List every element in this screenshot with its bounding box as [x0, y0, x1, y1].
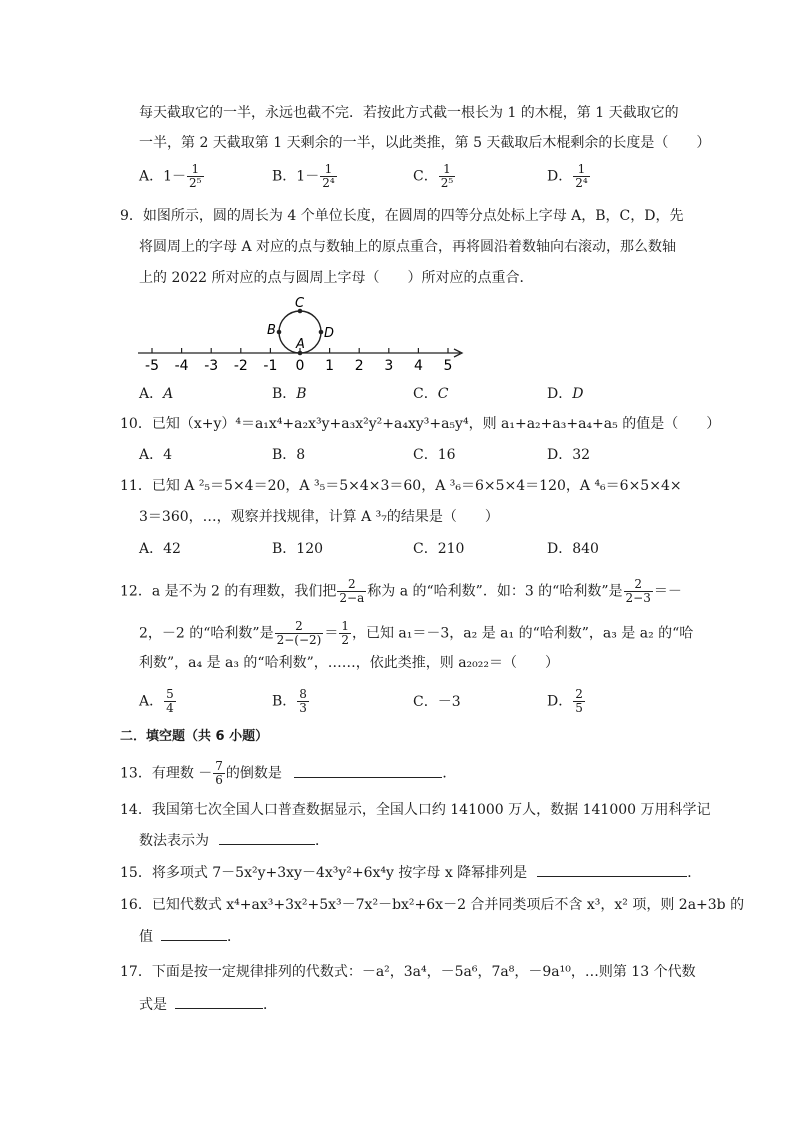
- fraction: $\frac{2}{2-(-2)}$: [276, 619, 322, 647]
- q11-option-a[interactable]: A．42: [139, 541, 181, 557]
- section-title: 二．填空题（共 6 小题）: [120, 729, 269, 744]
- q9-option-b[interactable]: B．B: [272, 386, 307, 402]
- q10-option-a[interactable]: A．4: [139, 447, 173, 463]
- fraction: $\frac{1}{\text{2⁵}}$: [189, 162, 202, 190]
- q17-line1: 17．下面是按一定规律排列的代数式：－a²，3a⁴，－5a⁶，7a⁸，－9a¹⁰，…则第 13 个代数: [120, 964, 696, 980]
- fraction: $\frac{1}{2}$: [341, 619, 349, 647]
- q8-line2: 一半，第 2 天截取第 1 天剩余的一半，以此类推，第 5 天截取后木棍剩余的长度是（ ）: [139, 135, 711, 151]
- q10-option-d[interactable]: D．32: [547, 447, 591, 463]
- q9-line1: 9．如图所示，圆的周长为 4 个单位长度，在圆周的四等分点处标上字母 A，B，C，D，先: [120, 208, 684, 224]
- tick-label: -1: [263, 358, 278, 374]
- fraction: $\frac{1}{\text{2⁵}}$: [440, 162, 454, 190]
- label-b: B: [267, 323, 276, 338]
- point-d: [319, 330, 324, 335]
- tick-label: 3: [384, 358, 394, 374]
- q8-option-c[interactable]: C． $\frac{1}{\text{2⁵}}$: [413, 162, 454, 190]
- number-line-figure: [130, 292, 475, 376]
- fraction: $\frac{2}{2-3}$: [625, 577, 651, 605]
- q12-option-c[interactable]: C．－3: [413, 694, 461, 710]
- tick-label: -4: [174, 358, 189, 374]
- q8-option-d[interactable]: D． $\frac{1}{\text{2⁴}}$: [547, 162, 588, 190]
- q17-answer-blank[interactable]: [175, 994, 263, 1009]
- q11-option-d[interactable]: D．840: [547, 541, 599, 557]
- label-d: D: [324, 326, 335, 341]
- q14-line2: 数法表示为 ．: [139, 830, 329, 851]
- q16-answer-blank[interactable]: [161, 926, 227, 941]
- q9-line2: 将圆周上的字母 A 对应的点与数轴上的原点重合，再将圆沿着数轴向右滚动，那么数轴: [139, 239, 677, 255]
- q9-option-c[interactable]: C．C: [413, 386, 449, 402]
- point-b: [277, 330, 282, 335]
- tick-label: -3: [204, 358, 219, 374]
- fraction: $\frac{1}{\text{2⁴}}$: [322, 162, 335, 190]
- q9-line3: 上的 2022 所对应的点与圆周上字母（ ）所对应的点重合．: [139, 270, 534, 286]
- fraction: $\frac{7}{6}$: [215, 759, 223, 787]
- fraction: $\frac{1}{\text{2⁴}}$: [575, 162, 588, 190]
- q11-line1: 11．已知 A ²₅＝5×4＝20，A ³₅＝5×4×3＝60，A ³₆＝6×5×4＝120，A ⁴₆＝6×5×4×: [120, 478, 682, 494]
- q16-line2: 值 ．: [139, 926, 241, 947]
- q13-line: 13．有理数 － $\frac{7}{6}$ 的倒数是 ．: [120, 759, 457, 787]
- q11-line2: 3＝360，…，观察并找规律，计算 A ³₇的结果是（ ）: [139, 509, 499, 525]
- q11-option-b[interactable]: B．120: [272, 541, 324, 557]
- tick-label: 5: [443, 358, 453, 374]
- q12-option-b[interactable]: B． $\frac{8}{3}$: [272, 687, 307, 715]
- q12-line1: 12．a 是不为 2 的有理数，我们把 $\frac{2}{2-a}$ 称为 a 的“哈利数”．如：3 的“哈利数”是 $\frac{2}{2-3}$ ＝－: [120, 577, 682, 605]
- fraction: $\frac{5}{4}$: [166, 687, 174, 715]
- tick-label: 1: [325, 358, 335, 374]
- label-c: C: [295, 296, 305, 311]
- q8-option-b[interactable]: B．1－ $\frac{1}{\text{2⁴}}$: [272, 162, 335, 190]
- q16-line1: 16．已知代数式 x⁴+ax³+3x²+5x³－7x²－bx²+6x－2 合并同类项后不含 x³，x² 项，则 2a+3b 的: [120, 897, 745, 913]
- q12-option-a[interactable]: A． $\frac{5}{4}$: [139, 687, 174, 715]
- q15-answer-blank[interactable]: [537, 862, 687, 877]
- q9-option-d[interactable]: D．D: [547, 386, 584, 402]
- q17-line2: 式是 ．: [139, 994, 277, 1015]
- fraction: $\frac{2}{2-a}$: [339, 577, 365, 605]
- q12-option-d[interactable]: D． $\frac{2}{5}$: [547, 687, 583, 715]
- q9-option-a[interactable]: A．A: [139, 386, 174, 402]
- q14-answer-blank[interactable]: [219, 830, 315, 845]
- tick-label: -5: [145, 358, 159, 374]
- q11-option-c[interactable]: C．210: [413, 541, 465, 557]
- tick-label: 0: [295, 358, 305, 374]
- q13-answer-blank[interactable]: [294, 763, 442, 778]
- fraction: $\frac{2}{5}$: [575, 687, 583, 715]
- q8-option-a[interactable]: A．1－ $\frac{1}{\text{2⁵}}$: [139, 162, 202, 190]
- label-a: A: [296, 337, 305, 352]
- q12-line3: 利数”，a₄ 是 a₃ 的“哈利数”，……，依此类推，则 a₂₀₂₂＝（ ）: [139, 655, 559, 671]
- q8-line1: 每天截取它的一半，永远也截不完．若按此方式截一根长为 1 的木棍，第 1 天截取它的: [139, 105, 679, 121]
- q10-option-b[interactable]: B．8: [272, 447, 306, 463]
- q12-line2: 2，－2 的“哈利数”是 $\frac{2}{2-(-2)}$ ＝ $\frac{1}{2}$ ，已知 a₁＝－3，a₂ 是 a₁ 的“哈利数”，a₃ 是 a₂ 的“哈: [139, 619, 694, 647]
- q10-option-c[interactable]: C．16: [413, 447, 456, 463]
- q14-line1: 14．我国第七次全国人口普查数据显示，全国人口约 141000 万人，数据 141000 万用科学记: [120, 802, 711, 818]
- fraction: $\frac{8}{3}$: [299, 687, 307, 715]
- tick-label: -2: [233, 358, 248, 374]
- tick-label: 2: [354, 358, 364, 374]
- q15-line: 15．将多项式 7－5x²y+3xy－4x³y²+6x⁴y 按字母 x 降幂排列是 ．: [120, 862, 701, 883]
- q10-stem: 10．已知（x+y）⁴＝a₁x⁴+a₂x³y+a₃x²y²+a₄xy³+a₅y⁴，则 a₁+a₂+a₃+a₄+a₅ 的值是（ ）: [120, 416, 721, 432]
- tick-label: 4: [413, 358, 423, 374]
